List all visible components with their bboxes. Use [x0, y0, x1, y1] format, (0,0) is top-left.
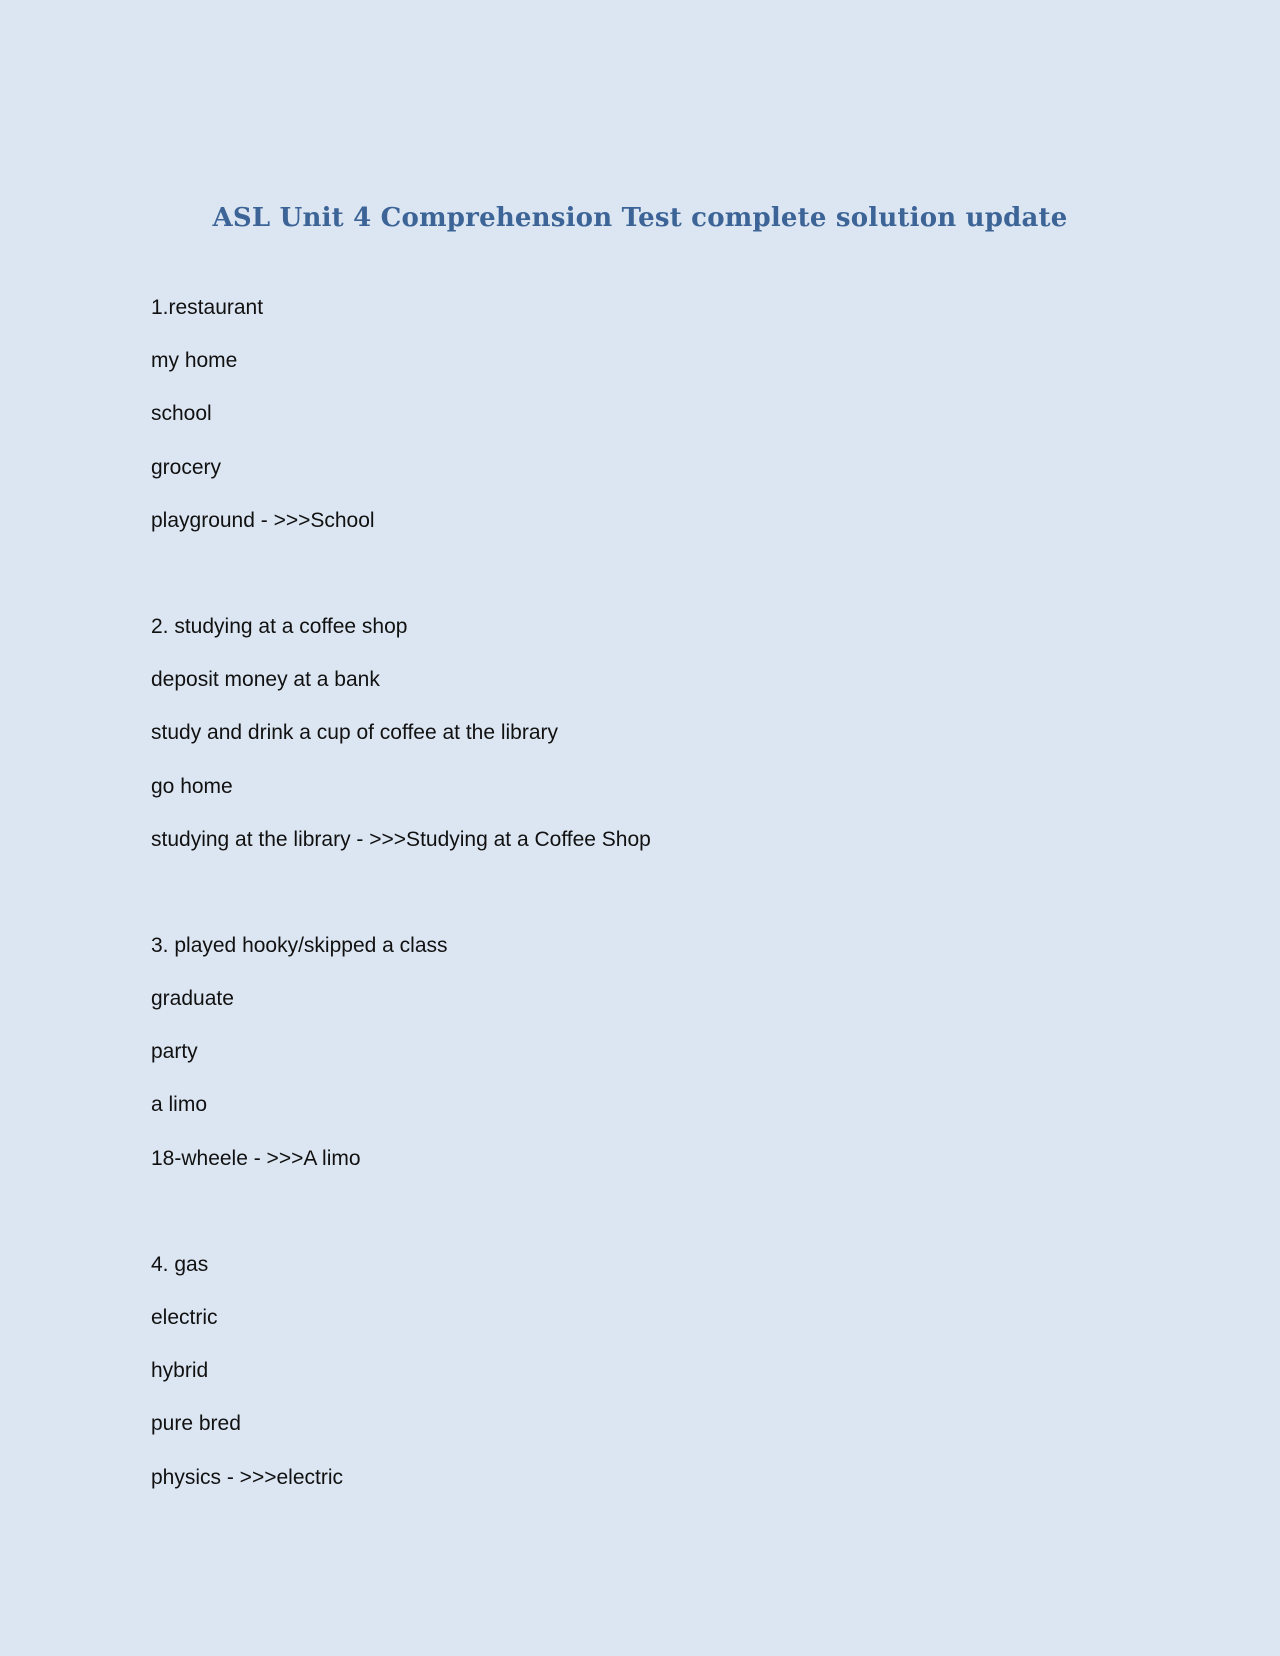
answer-option-with-solution: studying at the library - >>>Studying at a Coffee Shop: [151, 827, 651, 851]
answer-option: party: [151, 1040, 198, 1064]
question-1-text: 1.restaurant: [151, 296, 264, 319]
question-4-text: 4. gas: [151, 1252, 209, 1276]
answer-option: study and drink a cup of coffee at the library: [151, 721, 559, 745]
answer-option: deposit money at a bank: [151, 668, 380, 692]
question-2-text: 2. studying at a coffee shop: [151, 614, 408, 638]
question-2: [151, 609, 1151, 875]
question-1: [151, 290, 1151, 556]
answer-option: school: [151, 402, 212, 426]
answer-option: grocery: [151, 455, 222, 479]
answer-option: graduate: [151, 987, 234, 1011]
question-3-text: 3. played hooky/skipped a class: [151, 933, 448, 957]
answer-option-with-solution: playground - >>>School: [151, 508, 375, 532]
answer-option: pure bred: [151, 1412, 241, 1436]
document-title: ASL Unit 4 Comprehension Test complete solution update: [212, 203, 1068, 233]
answer-option: go home: [151, 774, 233, 798]
question-3: [151, 928, 1151, 1194]
question-4: [151, 1247, 1151, 1513]
document-body: [151, 290, 1151, 1566]
answer-option: my home: [151, 349, 238, 373]
answer-option-with-solution: physics - >>>electric: [151, 1465, 343, 1489]
answer-option-with-solution: 18-wheele - >>>A limo: [151, 1146, 361, 1170]
answer-option: electric: [151, 1306, 218, 1329]
answer-option: hybrid: [151, 1359, 209, 1383]
answer-option: a limo: [151, 1093, 208, 1117]
